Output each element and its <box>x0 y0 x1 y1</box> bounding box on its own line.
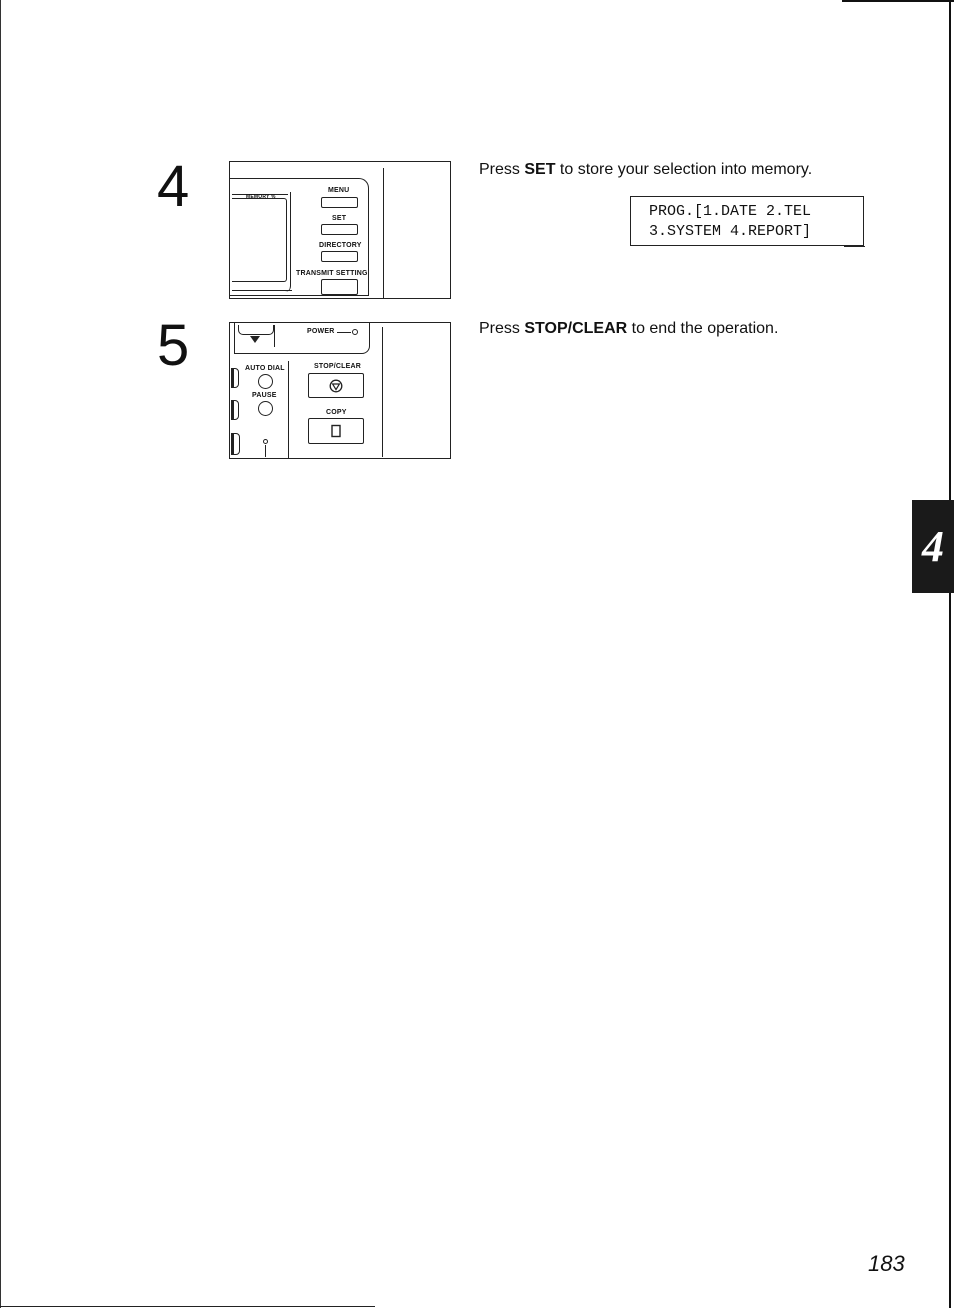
lcd-display <box>630 196 864 246</box>
copy-icon <box>330 424 342 438</box>
set-button[interactable] <box>321 224 358 235</box>
stop-clear-label: STOP/CLEAR <box>314 363 361 370</box>
instruction-text: to store your selection into memory. <box>555 161 813 178</box>
menu-label: MENU <box>328 187 350 194</box>
instruction-key: SET <box>524 161 556 178</box>
instruction-key: STOP/CLEAR <box>524 320 628 337</box>
lcd-line-2: 3.SYSTEM 4.REPORT] <box>649 223 812 240</box>
auto-dial-label: AUTO DIAL <box>245 365 285 372</box>
lcd-line-1: PROG.[1.DATE 2.TEL <box>649 203 812 220</box>
page-left-edge <box>0 0 1 1308</box>
memory-label: MEMORY % <box>246 194 276 200</box>
step-5-number: 5 <box>157 313 190 378</box>
pause-label: PAUSE <box>252 392 277 399</box>
directory-button[interactable] <box>321 251 358 262</box>
instruction-text: to end the operation. <box>627 320 779 337</box>
set-label: SET <box>332 215 347 222</box>
indicator-lamp-icon <box>263 439 268 444</box>
lcd-display-shadow <box>844 246 865 247</box>
transmit-setting-label: TRANSMIT SETTING <box>296 270 368 277</box>
directory-label: DIRECTORY <box>319 242 362 249</box>
transmit-setting-button[interactable] <box>321 279 358 295</box>
power-indicator-icon <box>352 329 358 335</box>
step-4-number: 4 <box>157 154 190 219</box>
step-5-instruction <box>479 319 778 339</box>
menu-button[interactable] <box>321 197 358 208</box>
chapter-tab: 4 <box>912 500 954 593</box>
copy-label: COPY <box>326 409 347 416</box>
step-4-instruction <box>479 160 812 180</box>
auto-dial-button[interactable] <box>258 374 273 389</box>
page-number: 183 <box>868 1251 905 1276</box>
page-right-edge <box>949 0 951 1308</box>
stop-clear-button[interactable] <box>308 373 364 398</box>
pause-button[interactable] <box>258 401 273 416</box>
instruction-text: Press <box>479 161 525 178</box>
bottom-rule <box>0 1306 375 1307</box>
copy-button[interactable] <box>308 418 364 444</box>
top-rule <box>842 0 954 2</box>
instruction-text: Press <box>479 320 525 337</box>
stop-icon <box>329 379 343 393</box>
power-label: POWER <box>307 328 335 335</box>
step-4-panel-illustration <box>229 161 451 299</box>
step-5-panel-illustration <box>229 322 451 459</box>
